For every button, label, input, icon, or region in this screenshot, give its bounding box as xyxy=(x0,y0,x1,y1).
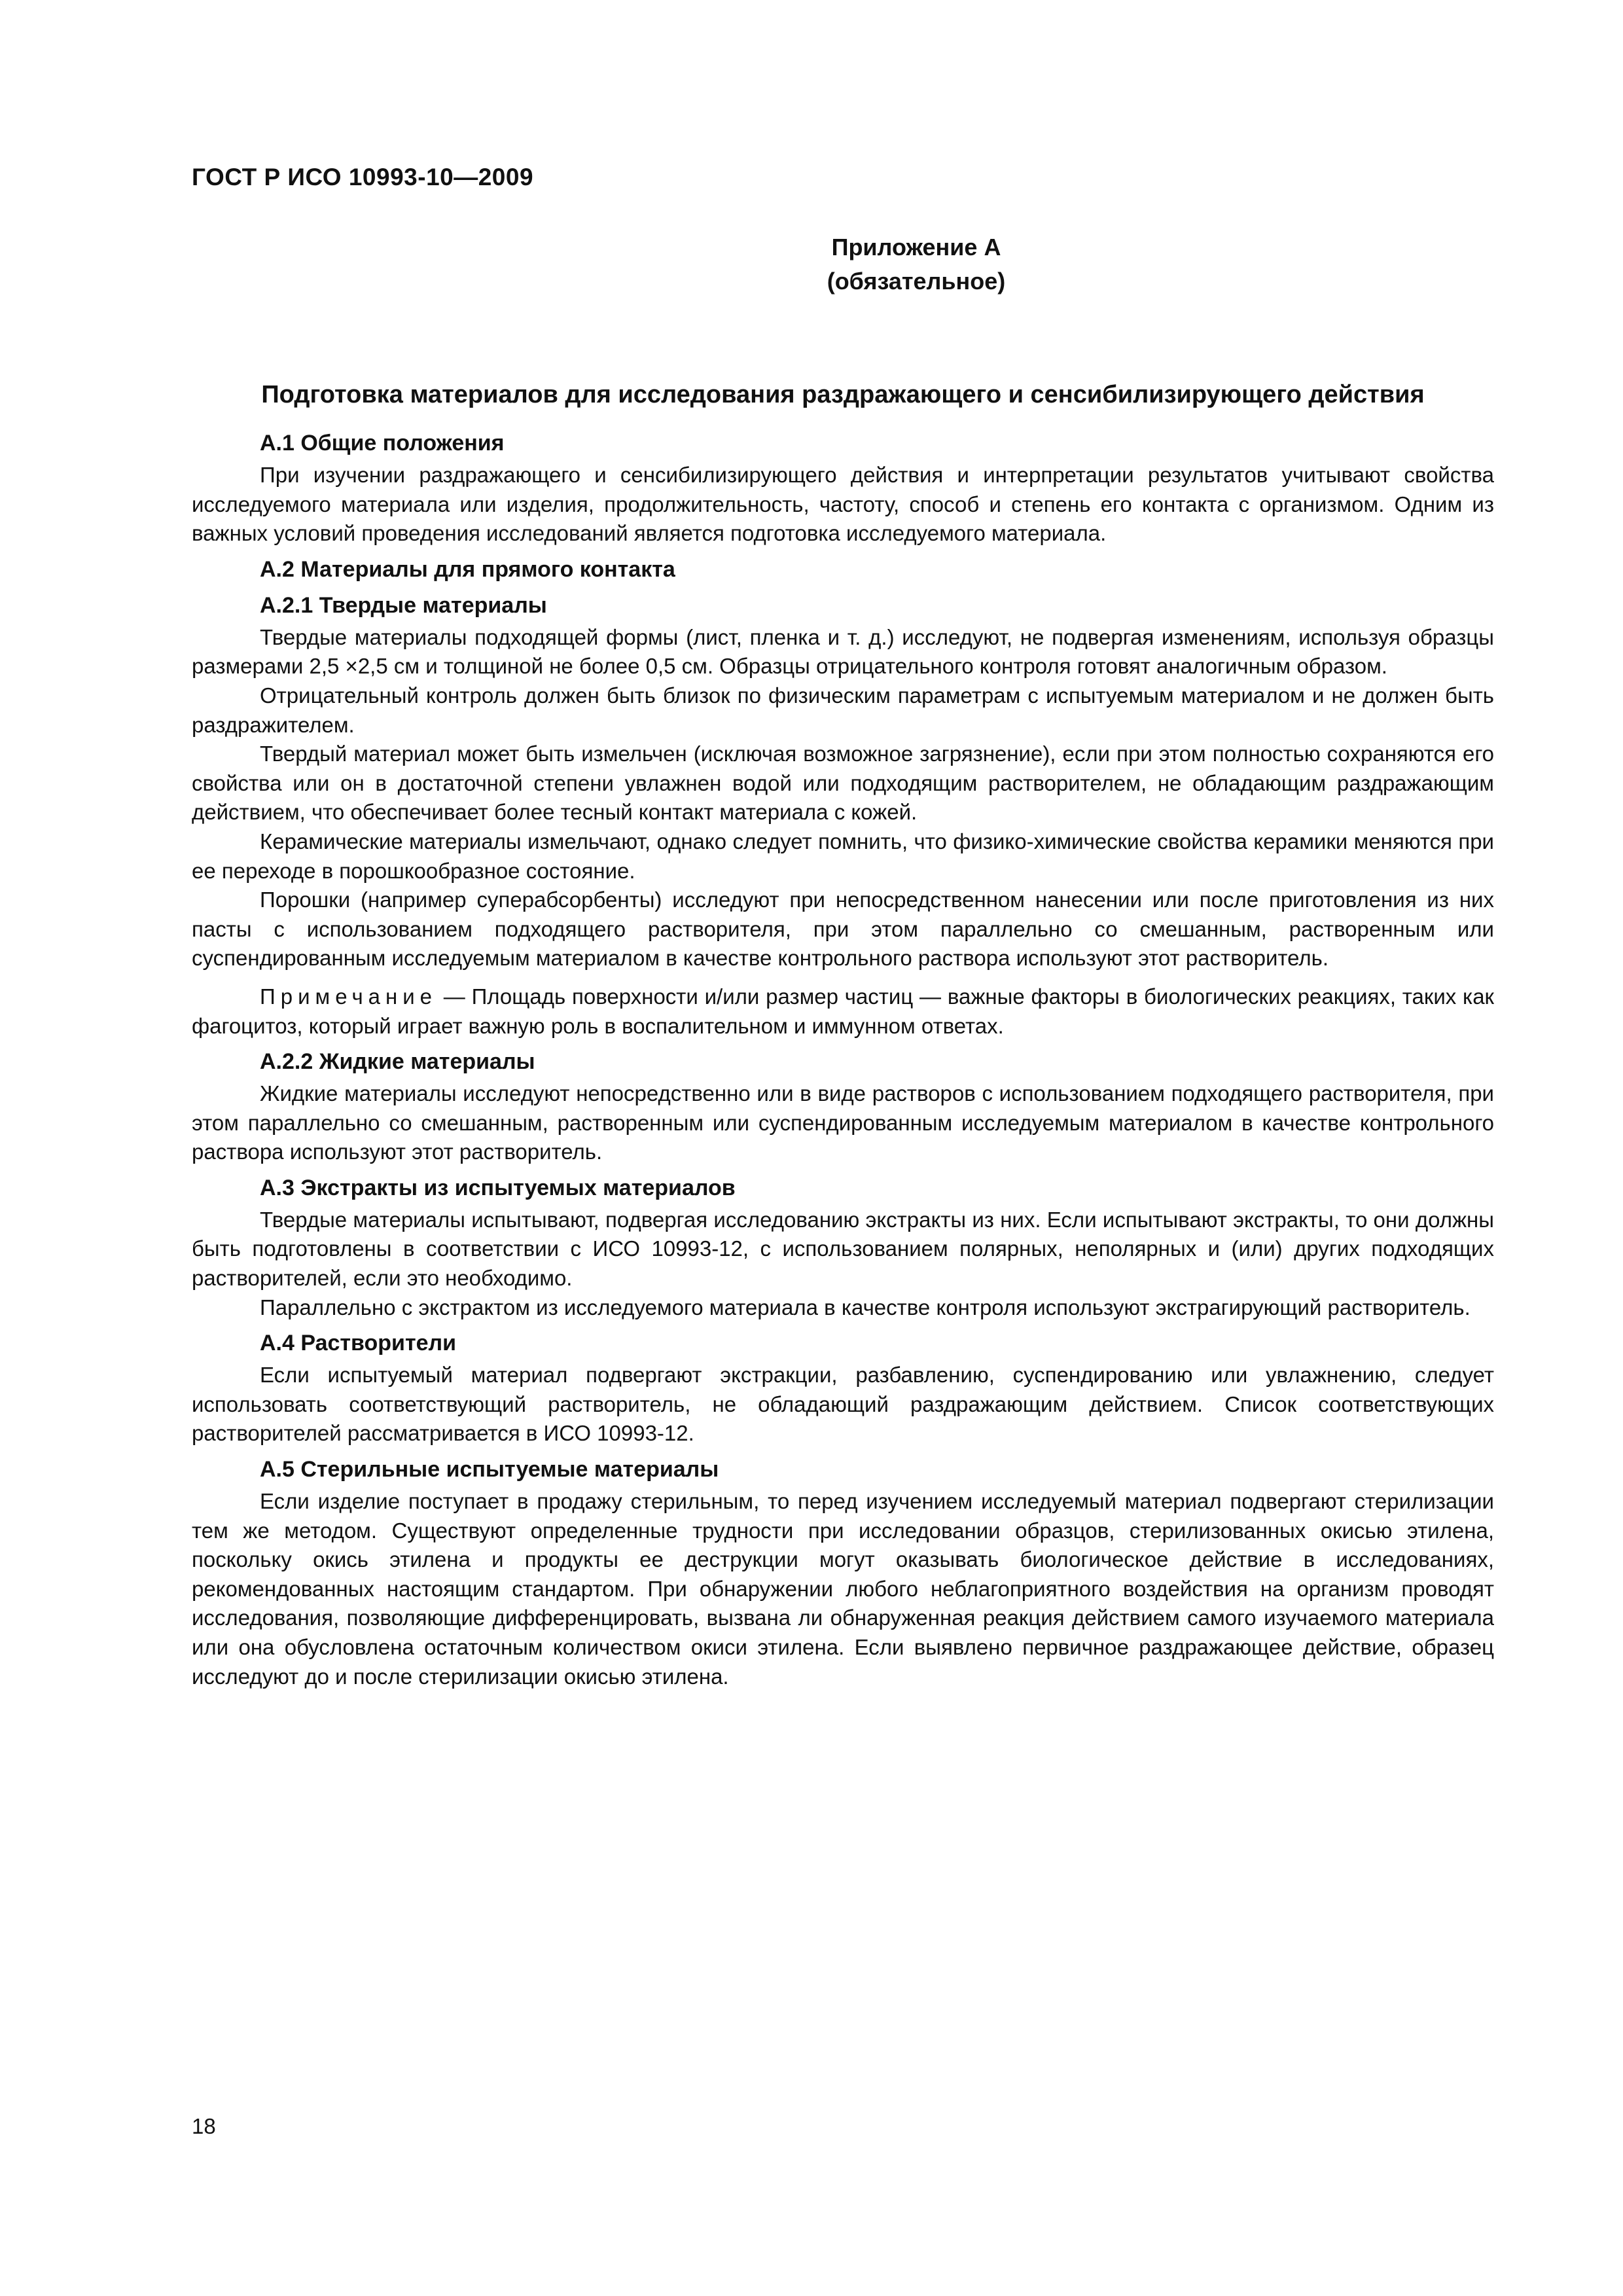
document-body xyxy=(192,429,1494,1691)
document-code: ГОСТ Р ИСО 10993-10—2009 xyxy=(192,164,534,190)
appendix-title: Приложение А xyxy=(831,234,1001,260)
section-heading-a5: А.5 Стерильные испытуемые материалы xyxy=(260,1457,719,1482)
paragraph: Порошки (например суперабсорбенты) исследуют при непосредственном нанесении или после приготовления из них пасты с использованием подходящего растворителя, при этом параллельно со смешанным, растворенным или суспендированным исследуемым материалом в качестве контрольного раствора используют этот растворитель. xyxy=(192,888,1494,971)
note-text: — Площадь поверхности и/или размер частиц — важные факторы в биологических реакциях, таких как фагоцитоз, который играет важную роль в воспалительном и иммунном ответах. xyxy=(192,984,1494,1038)
section-heading-a1: А.1 Общие положения xyxy=(260,431,505,456)
paragraph: Твердый материал может быть измельчен (исключая возможное загрязнение), если при этом полностью сохраняются его свойства или он в достаточной степени увлажнен водой или подходящим растворителем, не обладающим раздражающим действием, что обеспечивает более тесный контакт материала с кожей. xyxy=(192,742,1494,825)
section-heading-a4: А.4 Растворители xyxy=(260,1331,457,1356)
section-heading-a2: А.2 Материалы для прямого контакта xyxy=(260,556,675,582)
appendix-header xyxy=(720,230,1113,298)
paragraph: При изучении раздражающего и сенсибилизирующего действия и интерпретации результатов учитывают свойства исследуемого материала или изделия, продолжительность, частоту, способ и степень его контакта с организмом. Одним из важных условий проведения исследований является подготовка исследуемого материала. xyxy=(192,463,1494,546)
paragraph: Отрицательный контроль должен быть близок по физическим параметрам с испытуемым материалом и не должен быть раздражителем. xyxy=(192,683,1494,737)
section-heading-a2-2: А.2.2 Жидкие материалы xyxy=(260,1049,535,1075)
paragraph: Керамические материалы измельчают, однако следует помнить, что физико-химические свойства керамики меняются при ее переходе в порошкообразное состояние. xyxy=(192,829,1494,883)
note xyxy=(192,982,1494,1041)
paragraph: Если изделие поступает в продажу стерильным, то перед изучением исследуемый материал подвергают стерилизации тем же методом. Существуют определенные трудности при исследовании образцов, стерилизованных окисью этилена, поскольку окись этилена и продукты ее деструкции могут оказывать биологическое действие в исследованиях, рекомендованных настоящим стандартом. При обнаружении любого неблагоприятного воздействия на организм проводят исследования, позволяющие дифференцировать, вызвана ли обнаруженная реакция действием самого изучаемого материала или она обусловлена остаточным количеством окиси этилена. Если выявлено первичное раздражающее действие, образец исследуют до и после стерилизации окисью этилена. xyxy=(192,1489,1494,1689)
paragraph: Параллельно с экстрактом из исследуемого материала в качестве контроля используют экстрагирующий растворитель. xyxy=(260,1295,1471,1319)
appendix-status: (обязательное) xyxy=(827,268,1006,295)
paragraph: Твердые материалы подходящей формы (лист, пленка и т. д.) исследуют, не подвергая изменениям, используя образцы размерами 2,5 ×2,5 см и толщиной не более 0,5 см. Образцы отрицательного контроля готовят аналогичным образом. xyxy=(192,624,1494,679)
main-title: Подготовка материалов для исследования раздражающего и сенсибилизирующего действия xyxy=(261,381,1425,408)
paragraph: Твердые материалы испытывают, подвергая исследованию экстракты из них. Если испытывают экстракты, то они должны быть подготовлены в соответствии с ИСО 10993-12, с использованием полярных, неполярных и (или) других подходящих растворителей, если это необходимо. xyxy=(192,1207,1494,1291)
page-number: 18 xyxy=(192,2114,216,2138)
note-label: Примечание xyxy=(260,984,438,1009)
paragraph: Если испытуемый материал подвергают экстракции, разбавлению, суспендированию или увлажнению, следует использовать соответствующий растворитель, не обладающий раздражающим действием. Список соответствующих растворителей рассматривается в ИСО 10993-12. xyxy=(192,1363,1494,1446)
section-heading-a2-1: А.2.1 Твердые материалы xyxy=(260,592,547,618)
section-heading-a3: А.3 Экстракты из испытуемых материалов xyxy=(260,1175,736,1200)
paragraph: Жидкие материалы исследуют непосредственно или в виде растворов с использованием подходящего растворителя, при этом параллельно со смешанным, растворенным или суспендированным исследуемым материалом в качестве контрольного раствора используют этот растворитель. xyxy=(192,1081,1494,1164)
